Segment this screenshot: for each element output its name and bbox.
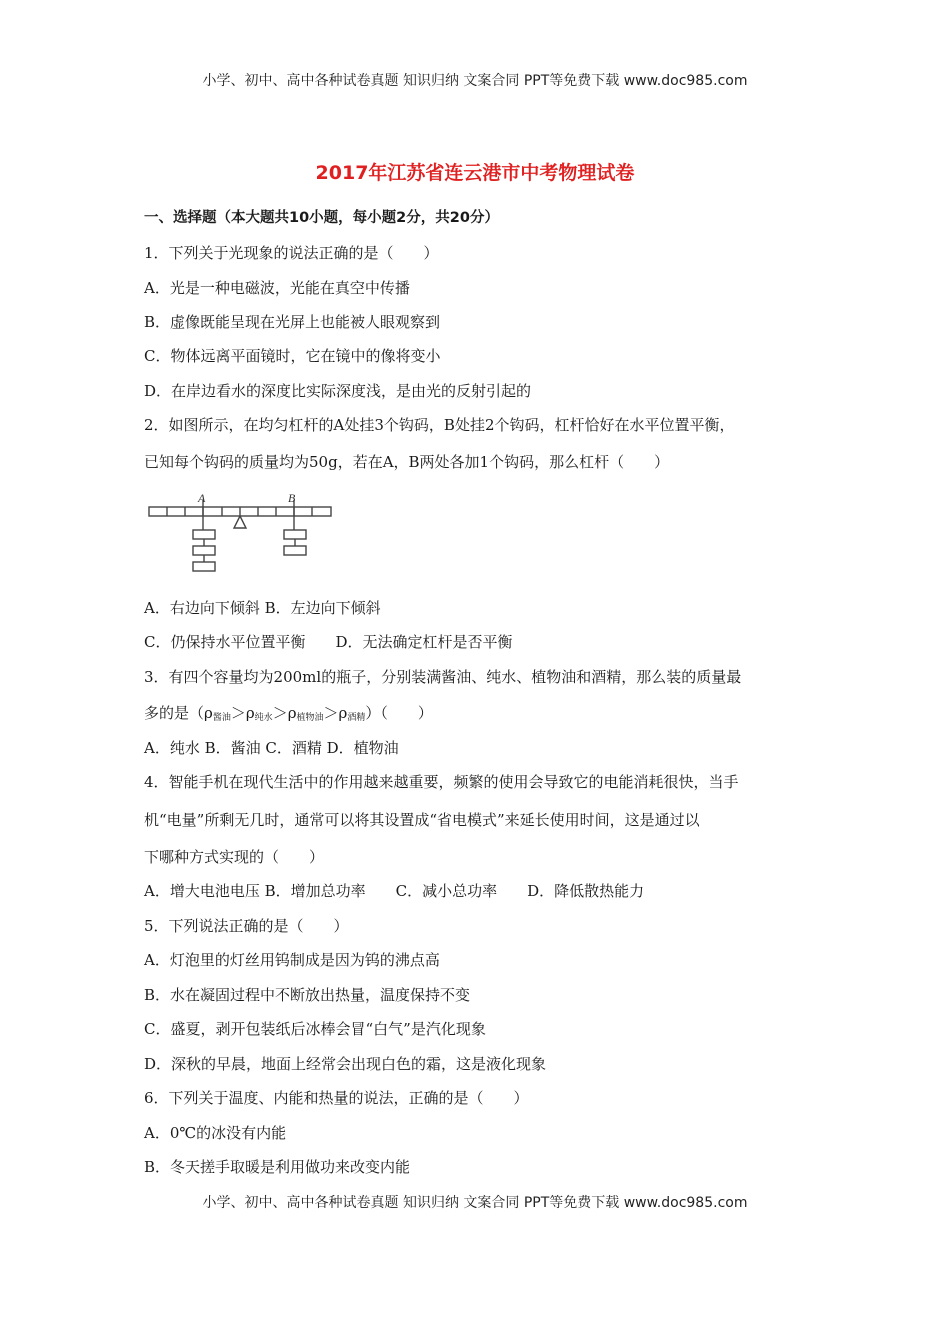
q4-stem-line1: 4．智能手机在现代生活中的作用越来越重要，频繁的使用会导致它的电能消耗很快，当手 xyxy=(144,773,739,791)
section-heading: 一、选择题（本大题共10小题，每小题2分，共20分） xyxy=(144,210,499,226)
q3-suffix: ）（ ） xyxy=(365,704,433,722)
q4-stem-line2: 机“电量”所剩无几时，通常可以将其设置成“省电模式”来延长使用时间，这是通过以 xyxy=(144,811,700,829)
exam-title: 2017年江苏省连云港市中考物理试卷 xyxy=(315,162,635,184)
label-a: A xyxy=(198,491,206,505)
gt-rho-3: ＞ρ xyxy=(323,704,348,722)
gt-rho-2: ＞ρ xyxy=(272,704,297,722)
q1-option-d: D．在岸边看水的深度比实际深度浅，是由光的反射引起的 xyxy=(144,382,532,400)
q3-options: A．纯水 B．酱油 C．酒精 D．植物油 xyxy=(144,739,399,757)
q2-stem-line1: 2．如图所示，在均匀杠杆的A处挂3个钩码，B处挂2个钩码，杠杆恰好在水平位置平衡， xyxy=(144,416,735,434)
q6-stem: 6．下列关于温度、内能和热量的说法，正确的是（ ） xyxy=(144,1089,529,1107)
q1-option-b: B．虚像既能呈现在光屏上也能被人眼观察到 xyxy=(144,313,441,331)
q6-option-a: A．0℃的冰没有内能 xyxy=(144,1124,287,1142)
label-b: B xyxy=(288,491,296,505)
weight-b2 xyxy=(284,546,306,555)
page-footer: 小学、初中、高中各种试卷真题 知识归纳 文案合同 PPT等免费下载 www.doc985.com xyxy=(202,1195,748,1211)
q1-option-c: C．物体远离平面镜时，它在镜中的像将变小 xyxy=(144,347,441,365)
q6-option-b: B．冬天搓手取暖是利用做功来改变内能 xyxy=(144,1158,411,1176)
q4-options: A．增大电池电压 B．增加总功率 C．减小总功率 D．降低散热能力 xyxy=(144,882,645,900)
sub-vegetable-oil: 植物油 xyxy=(296,713,324,723)
q5-stem: 5．下列说法正确的是（ ） xyxy=(144,917,349,935)
weight-a3 xyxy=(193,562,215,571)
q2-stem-line2: 已知每个钩码的质量均为50g，若在A，B两处各加1个钩码，那么杠杆（ ） xyxy=(144,453,670,471)
q2-options-line1: A．右边向下倾斜 B．左边向下倾斜 xyxy=(144,599,381,617)
weight-b1 xyxy=(284,530,306,539)
q5-option-b: B．水在凝固过程中不断放出热量，温度保持不变 xyxy=(144,986,471,1004)
q3-prefix: 多的是（ρ xyxy=(144,704,213,722)
sub-alcohol: 酒精 xyxy=(347,713,366,723)
gt-rho-1: ＞ρ xyxy=(230,704,255,722)
weight-a2 xyxy=(193,546,215,555)
q5-option-c: C．盛夏，剥开包装纸后冰棒会冒“白气”是汽化现象 xyxy=(144,1020,486,1038)
q5-option-a: A．灯泡里的灯丝用钨制成是因为钨的沸点高 xyxy=(144,951,440,969)
q1-option-a: A．光是一种电磁波，光能在真空中传播 xyxy=(144,279,410,297)
sub-soy-sauce: 酱油 xyxy=(212,713,231,723)
q5-option-d: D．深秋的早晨，地面上经常会出现白色的霜，这是液化现象 xyxy=(144,1055,547,1073)
q2-options-line2: C．仍保持水平位置平衡 D．无法确定杠杆是否平衡 xyxy=(144,633,513,651)
q3-stem-line2 xyxy=(144,703,433,728)
q4-stem-line3: 下哪种方式实现的（ ） xyxy=(144,848,325,866)
page-header: 小学、初中、高中各种试卷真题 知识归纳 文案合同 PPT等免费下载 www.doc985.com xyxy=(202,73,748,89)
lever-figure xyxy=(146,490,336,576)
q3-stem-line1: 3．有四个容量均为200ml的瓶子，分别装满酱油、纯水、植物油和酒精，那么装的质量最 xyxy=(144,668,742,686)
fulcrum-icon xyxy=(234,516,246,528)
sub-pure-water: 纯水 xyxy=(254,713,273,723)
q1-stem: 1．下列关于光现象的说法正确的是（ ） xyxy=(144,244,439,262)
weight-a1 xyxy=(193,530,215,539)
